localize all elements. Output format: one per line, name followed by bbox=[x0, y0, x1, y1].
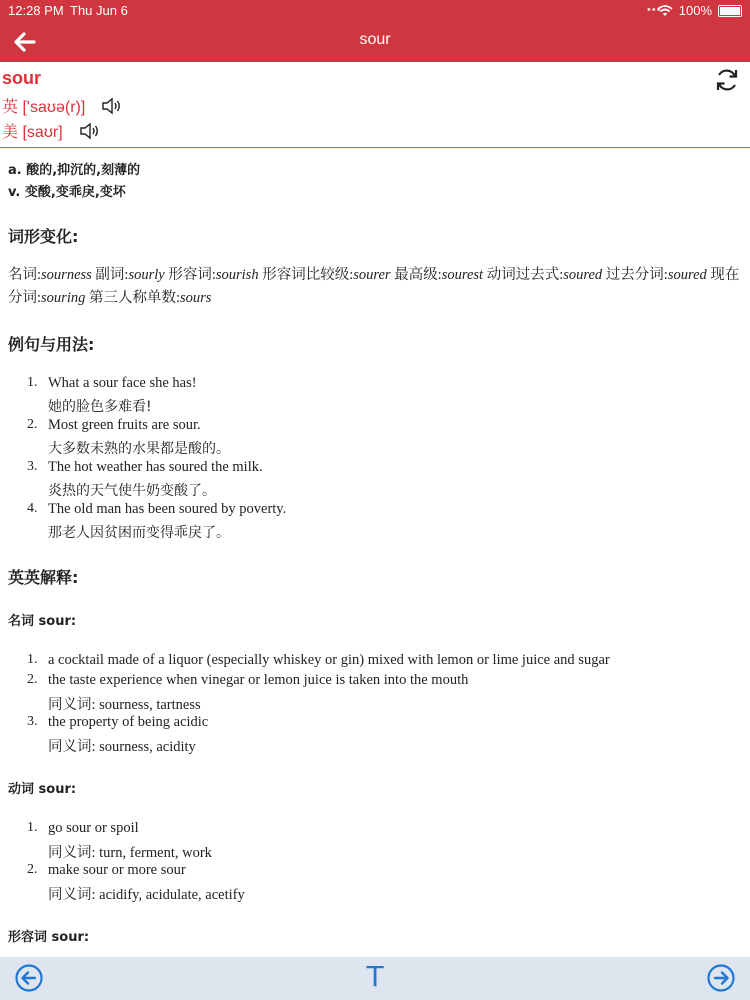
form-value: sourest bbox=[441, 267, 484, 283]
noun-heading: 名词 sour: bbox=[8, 614, 77, 629]
next-arrow-icon[interactable] bbox=[706, 963, 736, 993]
form-value: sourer bbox=[353, 267, 391, 283]
battery-percent: 100% bbox=[678, 3, 712, 18]
synonyms: 同义词: sourness, acidity bbox=[48, 739, 196, 755]
speaker-icon[interactable] bbox=[79, 121, 101, 141]
form-value: sourly bbox=[128, 267, 165, 283]
synonyms: 同义词: turn, ferment, work bbox=[48, 845, 212, 861]
speaker-icon[interactable] bbox=[101, 96, 123, 116]
example-sentence: What a sour face she has! bbox=[48, 375, 197, 391]
us-pronunciation bbox=[2, 119, 101, 142]
drag-handle-icon: ••• bbox=[647, 4, 662, 16]
list-number: 1. bbox=[27, 375, 38, 390]
form-value: sours bbox=[180, 290, 212, 306]
form-value: soured bbox=[667, 267, 707, 283]
form-label: 第三人称单数: bbox=[88, 290, 181, 306]
sense-text: go sour or spoil bbox=[48, 820, 139, 836]
list-number: 4. bbox=[27, 501, 38, 516]
word-forms bbox=[8, 264, 742, 310]
adjective-heading: 形容词 sour: bbox=[8, 930, 90, 945]
example-sentence: Most green fruits are sour. bbox=[48, 417, 201, 433]
list-number: 2. bbox=[27, 417, 38, 432]
list-number: 2. bbox=[27, 672, 38, 687]
uk-phonetic: ['saʊə(r)] bbox=[22, 99, 86, 116]
uk-label: 英 bbox=[2, 99, 19, 116]
status-bar bbox=[0, 0, 750, 22]
sense-text: the taste experience when vinegar or lemon juice is taken into the mouth bbox=[48, 672, 469, 688]
sense-text: a cocktail made of a liquor (especially whiskey or gin) mixed with lemon or lime juice and sugar bbox=[48, 652, 610, 668]
us-phonetic: [saʊr] bbox=[22, 124, 63, 141]
verb-heading: 动词 sour: bbox=[8, 782, 77, 797]
list-number: 2. bbox=[27, 862, 38, 877]
sense-text: the property of being acidic bbox=[48, 714, 209, 730]
forms-section-title: 词形变化: bbox=[8, 227, 79, 246]
synonyms: 同义词: sourness, tartness bbox=[48, 697, 201, 713]
form-label: 动词过去式: bbox=[486, 267, 564, 283]
form-label: 最高级: bbox=[394, 267, 442, 283]
status-date: Thu Jun 6 bbox=[70, 3, 128, 18]
refresh-icon[interactable] bbox=[714, 67, 740, 93]
status-right bbox=[657, 3, 742, 18]
form-label: 过去分词: bbox=[605, 267, 668, 283]
example-sentence: The hot weather has soured the milk. bbox=[48, 459, 263, 475]
example-translation: 炎热的天气使牛奶变酸了。 bbox=[48, 483, 216, 499]
navigation-bar bbox=[0, 22, 750, 62]
definition-content[interactable] bbox=[0, 147, 750, 957]
form-value: sourish bbox=[215, 267, 259, 283]
battery-icon bbox=[718, 5, 742, 17]
status-time: 12:28 PM bbox=[8, 3, 64, 18]
headword: sour bbox=[2, 68, 42, 88]
example-sentence: The old man has been soured by poverty. bbox=[48, 501, 287, 517]
form-value: souring bbox=[41, 290, 86, 306]
sense-text: make sour or more sour bbox=[48, 862, 186, 878]
synonyms: 同义词: acidify, acidulate, acetify bbox=[48, 887, 245, 903]
list-number: 3. bbox=[27, 459, 38, 474]
example-translation: 大多数未熟的水果都是酸的。 bbox=[48, 441, 230, 457]
form-label: 形容词比较级: bbox=[262, 267, 354, 283]
list-number: 1. bbox=[27, 820, 38, 835]
example-translation: 那老人因贫困而变得乖戾了。 bbox=[48, 525, 230, 541]
english-section-title: 英英解释: bbox=[8, 568, 79, 587]
example-translation: 她的脸色多难看! bbox=[48, 399, 152, 415]
definition-line: a. 酸的,抑沉的,刻薄的 bbox=[8, 163, 141, 178]
list-number: 3. bbox=[27, 714, 38, 729]
list-number: 1. bbox=[27, 652, 38, 667]
examples-section-title: 例句与用法: bbox=[8, 335, 95, 354]
previous-arrow-icon[interactable] bbox=[14, 963, 44, 993]
form-label: 形容词: bbox=[168, 267, 216, 283]
definition-line: v. 变酸,变乖戾,变坏 bbox=[8, 185, 126, 200]
form-label: 名词: bbox=[8, 267, 42, 283]
wifi-icon bbox=[657, 5, 673, 17]
form-value: soured bbox=[563, 267, 603, 283]
word-header bbox=[0, 62, 750, 148]
uk-pronunciation bbox=[2, 94, 123, 117]
form-value: sourness bbox=[41, 267, 92, 283]
us-label: 美 bbox=[2, 124, 19, 141]
page-title: sour bbox=[359, 31, 391, 48]
text-size-button[interactable]: T bbox=[366, 960, 384, 993]
form-label: 副词: bbox=[95, 267, 129, 283]
form-label: 现在分词: bbox=[8, 267, 740, 306]
bottom-toolbar bbox=[0, 957, 750, 1000]
